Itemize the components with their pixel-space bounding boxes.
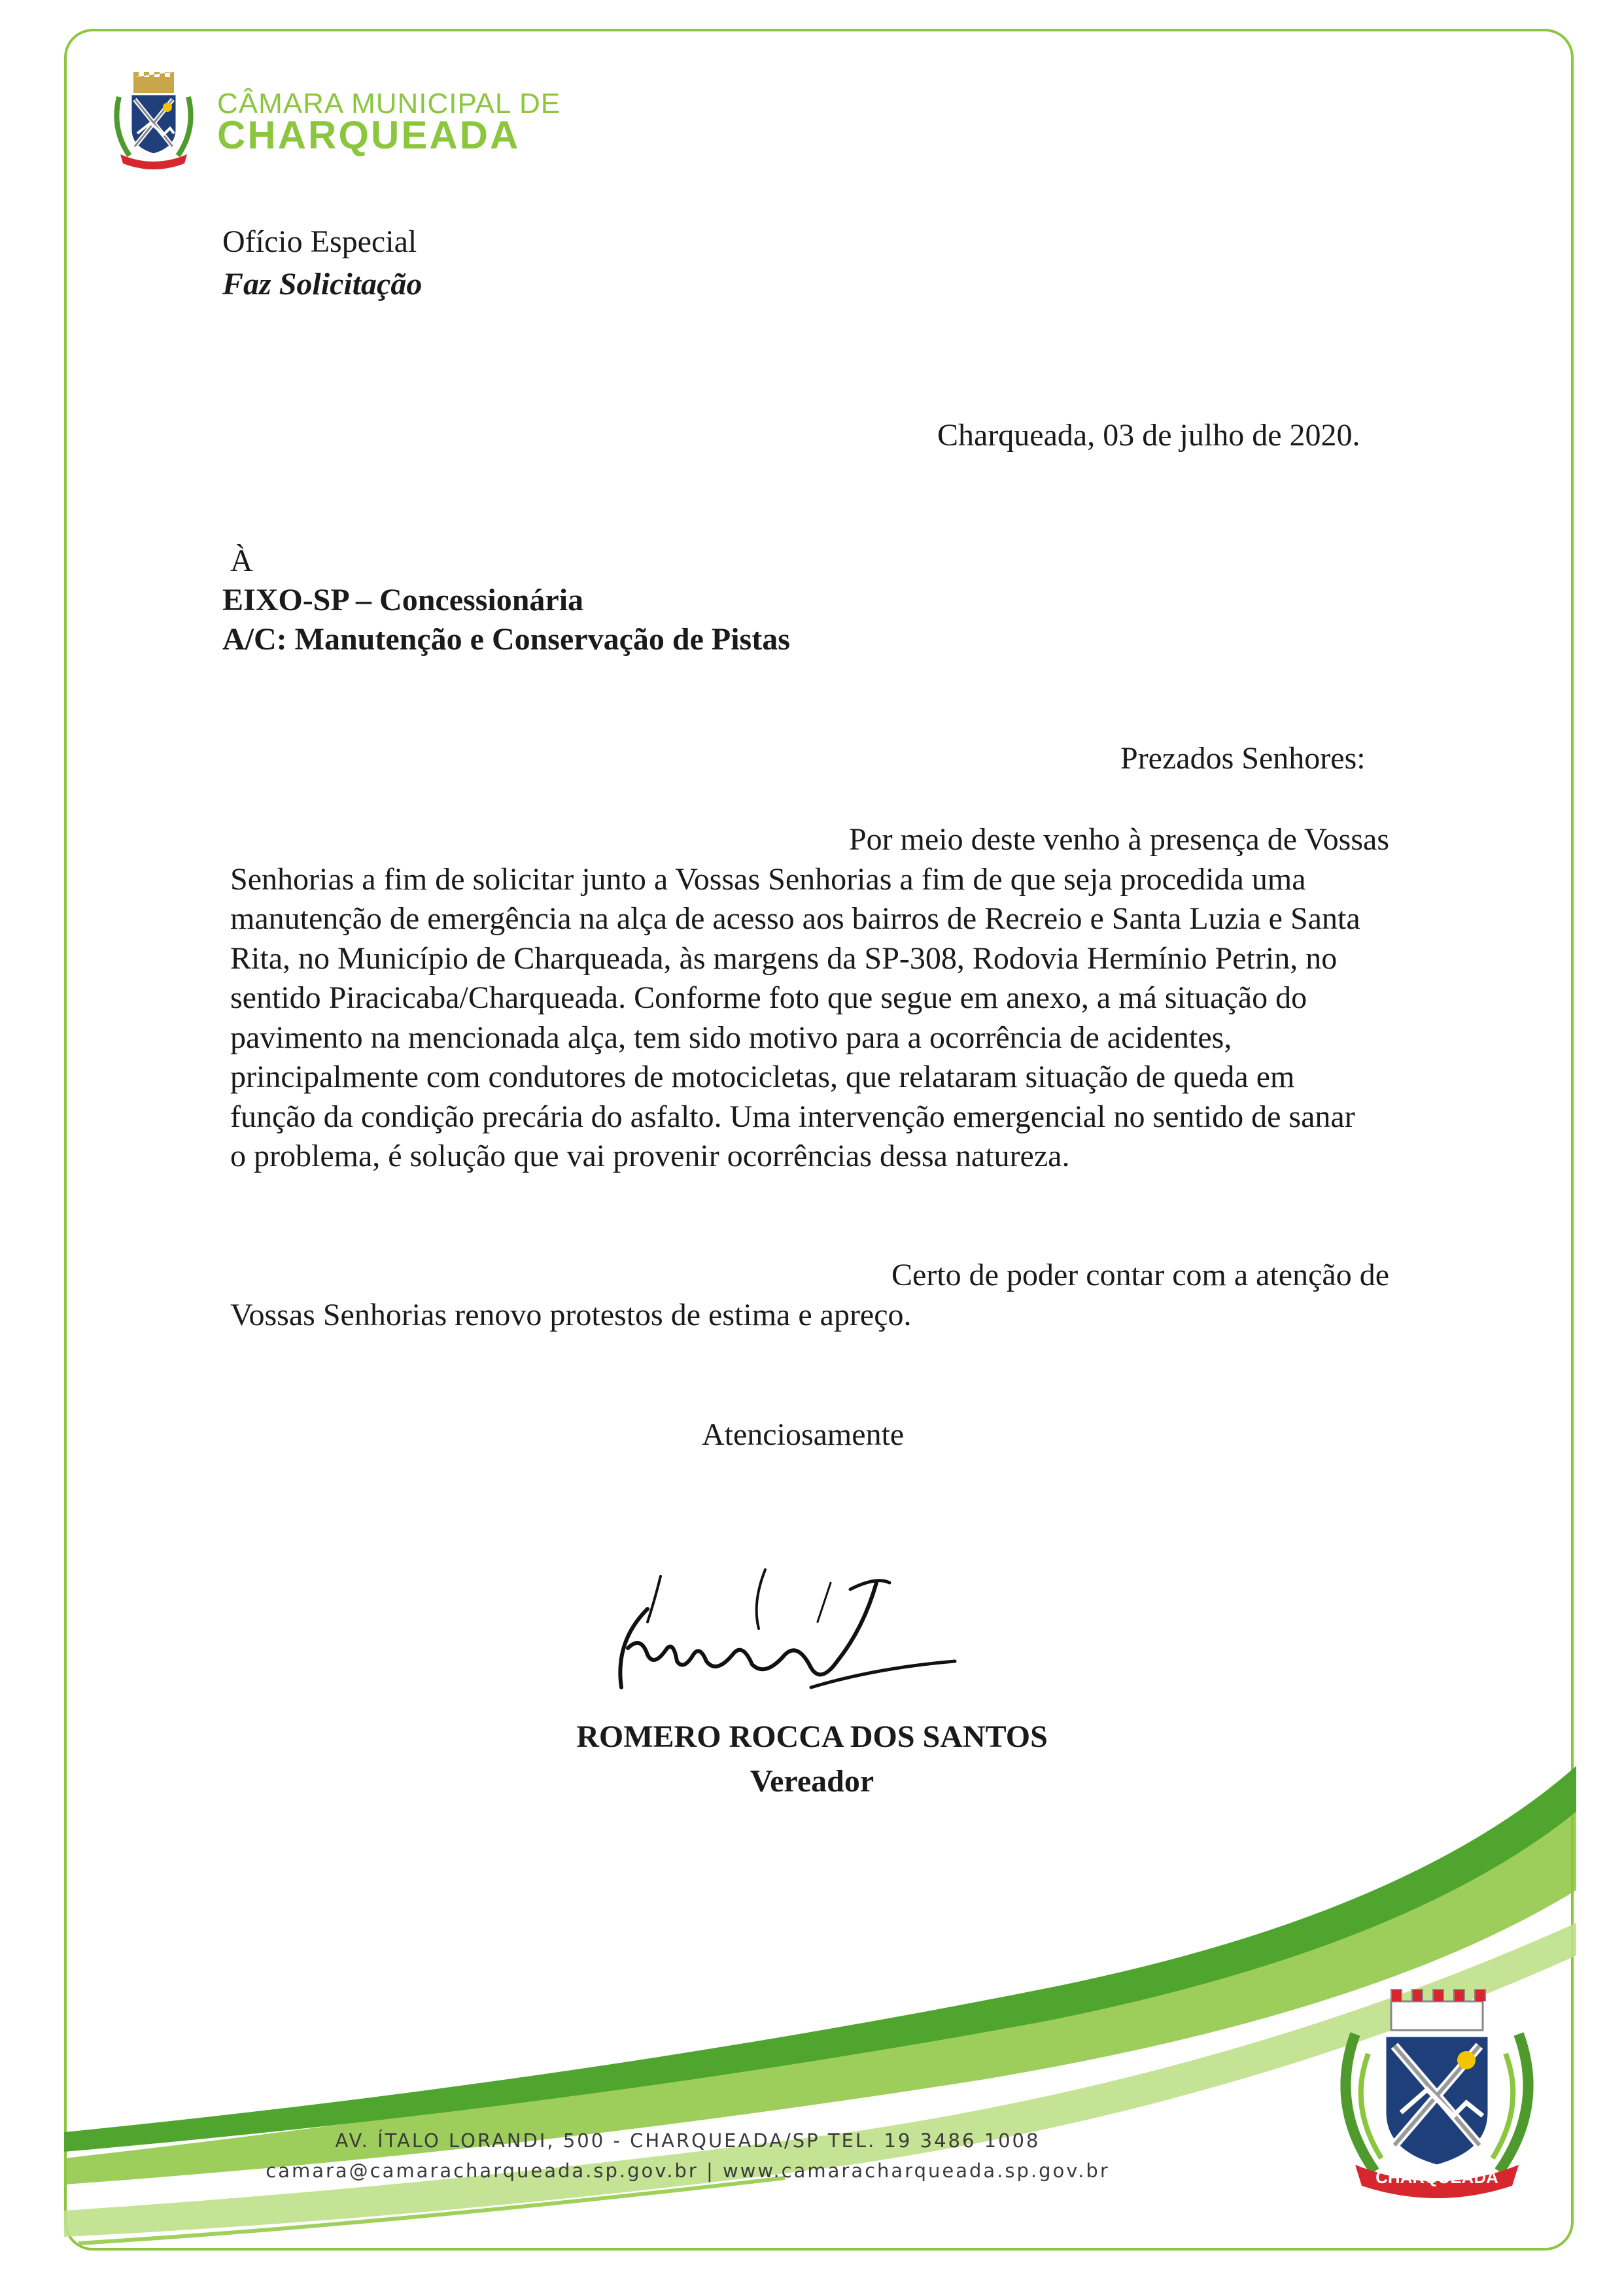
org-name-line2: CHARQUEADA	[217, 113, 521, 157]
body-paragraph	[230, 820, 1389, 1177]
crest-logo-icon	[111, 71, 196, 175]
closing-paragraph	[230, 1256, 1389, 1335]
signature	[602, 1563, 981, 1714]
body-line: Rita, no Município de Charqueada, às margens da SP-308, Rodovia Hermínio Petrin, no	[230, 940, 1338, 976]
recipient: EIXO-SP – Concessionária	[222, 583, 584, 617]
body-line: pavimento na mencionada alça, tem sido motivo para a ocorrência de acidentes,	[230, 1020, 1232, 1055]
body-line: sentido Piracicaba/Charqueada. Conforme foto que segue em anexo, a má situação do	[230, 980, 1307, 1015]
org-name-line1: CÂMARA MUNICIPAL DE	[217, 88, 561, 120]
footer-address: AV. ÍTALO LORANDI, 500 - CHARQUEADA/SP TEL. 19 3486 1008	[335, 2130, 1041, 2152]
closing-line: Certo de poder contar com a atenção de	[891, 1258, 1389, 1292]
crest-label: CHARQUEADA	[1375, 2167, 1498, 2187]
body-line: principalmente com condutores de motocicletas, que relataram situação de queda em	[230, 1060, 1295, 1094]
body-line: o problema, é solução que vai provenir ocorrências dessa natureza.	[230, 1139, 1070, 1173]
signer-name: ROMERO ROCCA DOS SANTOS	[576, 1719, 1048, 1754]
body-line: Senhorias a fim de solicitar junto a Vossas Senhorias a fim de que seja procedida uma	[230, 861, 1306, 897]
document-type: Ofício Especial	[222, 224, 417, 259]
signer-title: Vereador	[750, 1764, 874, 1799]
salutation: Prezados Senhores:	[1120, 741, 1366, 776]
to-prefix: À	[230, 544, 253, 578]
document-subject: Faz Solicitação	[222, 267, 423, 302]
attention-line: A/C: Manutenção e Conservação de Pistas	[222, 622, 790, 657]
regards: Atenciosamente	[702, 1417, 905, 1452]
date-line: Charqueada, 03 de julho de 2020.	[937, 418, 1360, 453]
closing-line: Vossas Senhorias renovo protestos de estima e apreço.	[230, 1297, 912, 1332]
body-line: manutenção de emergência na alça de acesso aos bairros de Recreio e Santa Luzia e Santa	[230, 901, 1360, 936]
footer-contacts: camara@camaracharqueada.sp.gov.br | www.camaracharqueada.sp.gov.br	[266, 2160, 1110, 2182]
body-line: função da condição precária do asfalto. Uma intervenção emergencial no sentido de sanar	[230, 1099, 1355, 1134]
body-line: Por meio deste venho à presença de Vossas	[848, 822, 1389, 857]
